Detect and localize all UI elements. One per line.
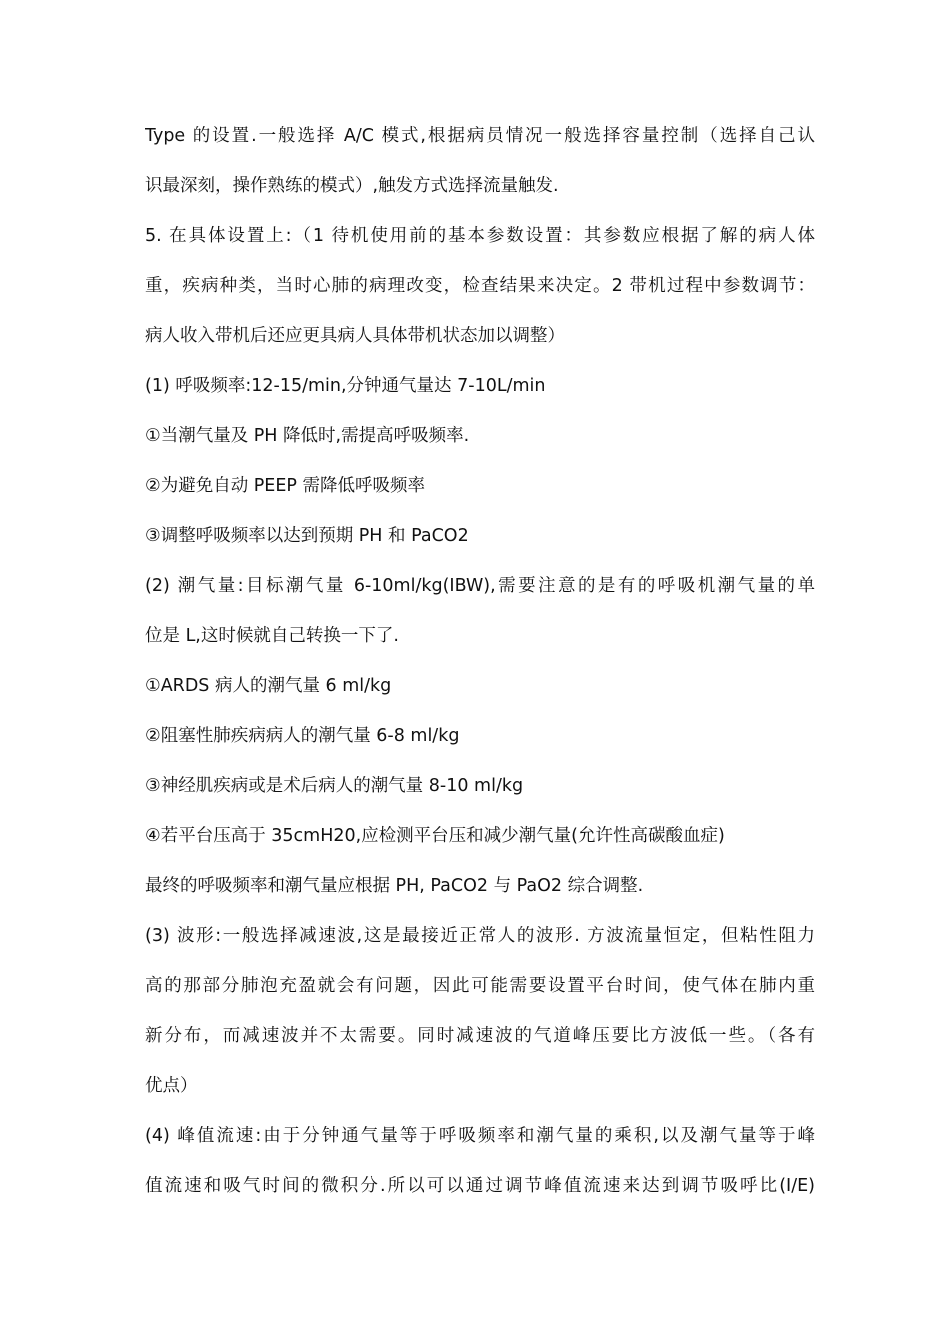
text-line: ②阻塞性肺疾病病人的潮气量 6-8 ml/kg — [145, 726, 460, 746]
text-line: 优点） — [145, 1076, 198, 1096]
document-body — [145, 117, 815, 1217]
text-line: ①当潮气量及 PH 降低时,需提高呼吸频率. — [145, 426, 470, 446]
text-line: 高的那部分肺泡充盈就会有问题，因此可能需要设置平台时间，使气体在肺内重 — [145, 976, 815, 996]
text-line: (1) 呼吸频率:12-15/min,分钟通气量达 7-10L/min — [145, 376, 546, 396]
text-line: 值流速和吸气时间的微积分.所以可以通过调节峰值流速来达到调节吸呼比(I/E) — [145, 1176, 815, 1196]
text-line: (2) 潮气量:目标潮气量 6-10ml/kg(IBW),需要注意的是有的呼吸机潮气量的单 — [145, 576, 815, 596]
text-line: 位是 L,这时候就自己转换一下了. — [145, 626, 399, 646]
text-line: (4) 峰值流速:由于分钟通气量等于呼吸频率和潮气量的乘积,以及潮气量等于峰 — [145, 1126, 815, 1146]
text-line: 识最深刻，操作熟练的模式）,触发方式选择流量触发. — [145, 176, 559, 196]
text-line: ①ARDS 病人的潮气量 6 ml/kg — [145, 676, 392, 696]
text-line: ②为避免自动 PEEP 需降低呼吸频率 — [145, 476, 426, 496]
text-line: 病人收入带机后还应更具病人具体带机状态加以调整） — [145, 326, 565, 346]
text-line: Type 的设置.一般选择 A/C 模式,根据病员情况一般选择容量控制（选择自己认 — [145, 126, 815, 146]
text-line: ③神经肌疾病或是术后病人的潮气量 8-10 ml/kg — [145, 776, 524, 796]
text-line: ④若平台压高于 35cmH20,应检测平台压和减少潮气量(允许性高碳酸血症) — [145, 826, 725, 846]
text-line: 新分布，而减速波并不太需要。同时减速波的气道峰压要比方波低一些。（各有 — [145, 1026, 815, 1046]
text-line: (3) 波形:一般选择减速波,这是最接近正常人的波形. 方波流量恒定，但粘性阻力 — [145, 926, 815, 946]
text-line: ③调整呼吸频率以达到预期 PH 和 PaCO2 — [145, 526, 469, 546]
text-line: 5. 在具体设置上:（1 待机使用前的基本参数设置：其参数应根据了解的病人体 — [145, 226, 815, 246]
text-line: 最终的呼吸频率和潮气量应根据 PH, PaCO2 与 PaO2 综合调整. — [145, 876, 644, 896]
text-line: 重，疾病种类，当时心肺的病理改变，检查结果来决定。2 带机过程中参数调节： — [145, 276, 815, 296]
